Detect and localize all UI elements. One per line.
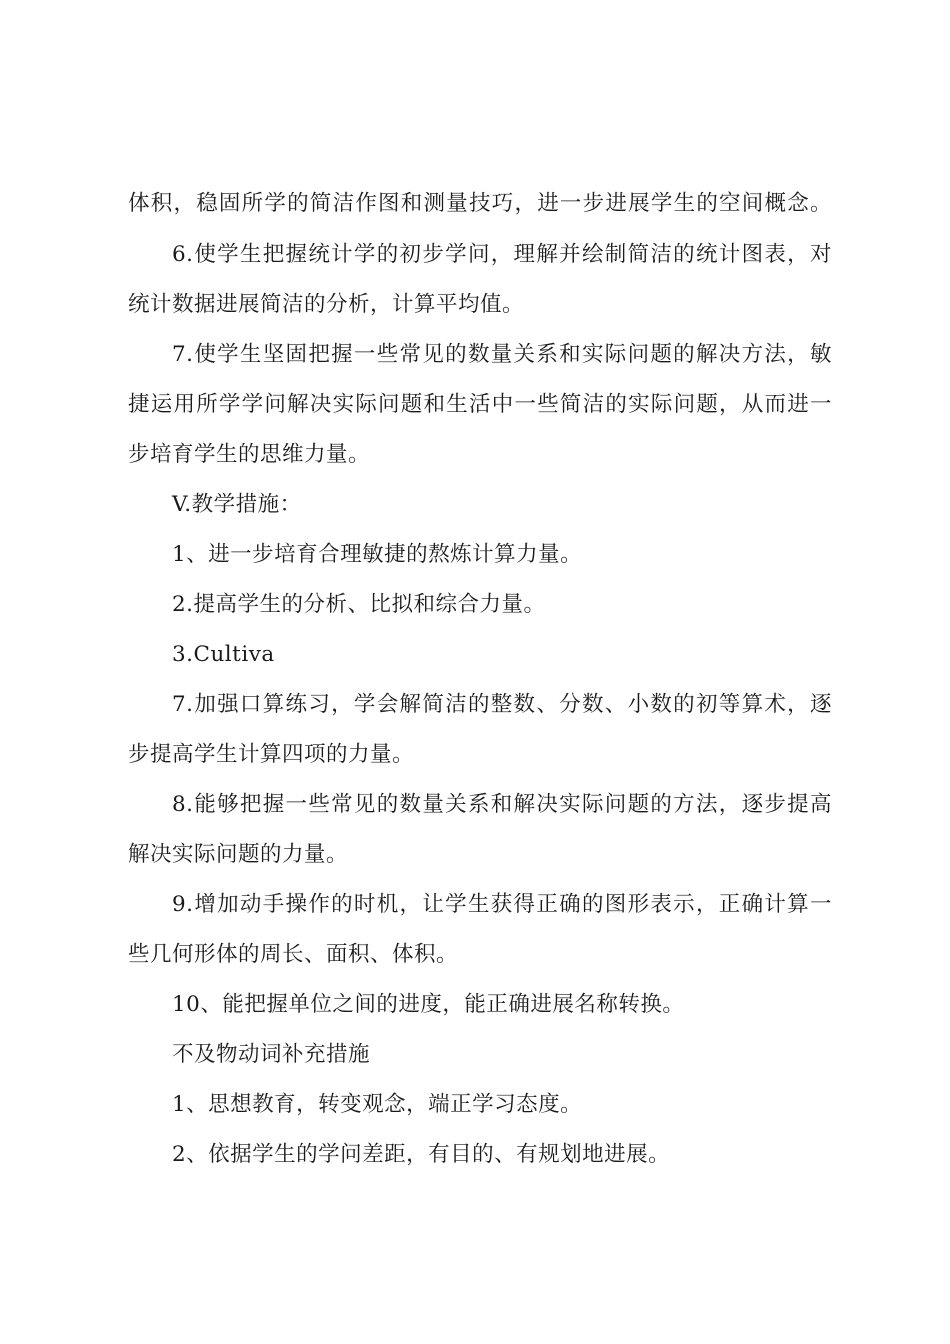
text-line: 7.加强口算练习，学会解简洁的整数、分数、小数的初等算术，逐 bbox=[172, 692, 832, 717]
text-line: 7.使学生坚固把握一些常见的数量关系和实际问题的解决方法，敏 bbox=[172, 342, 832, 367]
section-heading: 不及物动词补充措施 bbox=[172, 1042, 371, 1067]
text-line: 统计数据进展简洁的分析，计算平均值。 bbox=[128, 292, 525, 317]
section-heading: V.教学措施： bbox=[172, 492, 302, 517]
text-line: 6.使学生把握统计学的初步学问，理解并绘制简洁的统计图表，对 bbox=[172, 242, 832, 267]
text-line: 3.Cultiva bbox=[172, 642, 275, 667]
text-line: 解决实际问题的力量。 bbox=[128, 842, 349, 867]
text-line: 步培育学生的思维力量。 bbox=[128, 442, 371, 467]
text-line: 2.提高学生的分析、比拟和综合力量。 bbox=[172, 592, 546, 617]
text-line: 体积，稳固所学的简洁作图和测量技巧，进一步进展学生的空间概念。 bbox=[128, 191, 832, 216]
text-line: 步提高学生计算四项的力量。 bbox=[128, 742, 415, 767]
text-line: 捷运用所学学问解决实际问题和生活中一些简洁的实际问题，从而进一 bbox=[128, 392, 832, 417]
text-line: 1、进一步培育合理敏捷的熬炼计算力量。 bbox=[172, 542, 583, 567]
text-line: 2、依据学生的学问差距，有目的、有规划地进展。 bbox=[172, 1142, 671, 1167]
text-line: 些几何形体的周长、面积、体积。 bbox=[128, 942, 459, 967]
text-line: 1、思想教育，转变观念，端正学习态度。 bbox=[172, 1092, 583, 1117]
text-line: 10、能把握单位之间的进度，能正确进展名称转换。 bbox=[172, 992, 685, 1017]
text-line: 9.增加动手操作的时机，让学生获得正确的图形表示，正确计算一 bbox=[172, 892, 832, 917]
text-line: 8.能够把握一些常见的数量关系和解决实际问题的方法，逐步提高 bbox=[172, 792, 832, 817]
